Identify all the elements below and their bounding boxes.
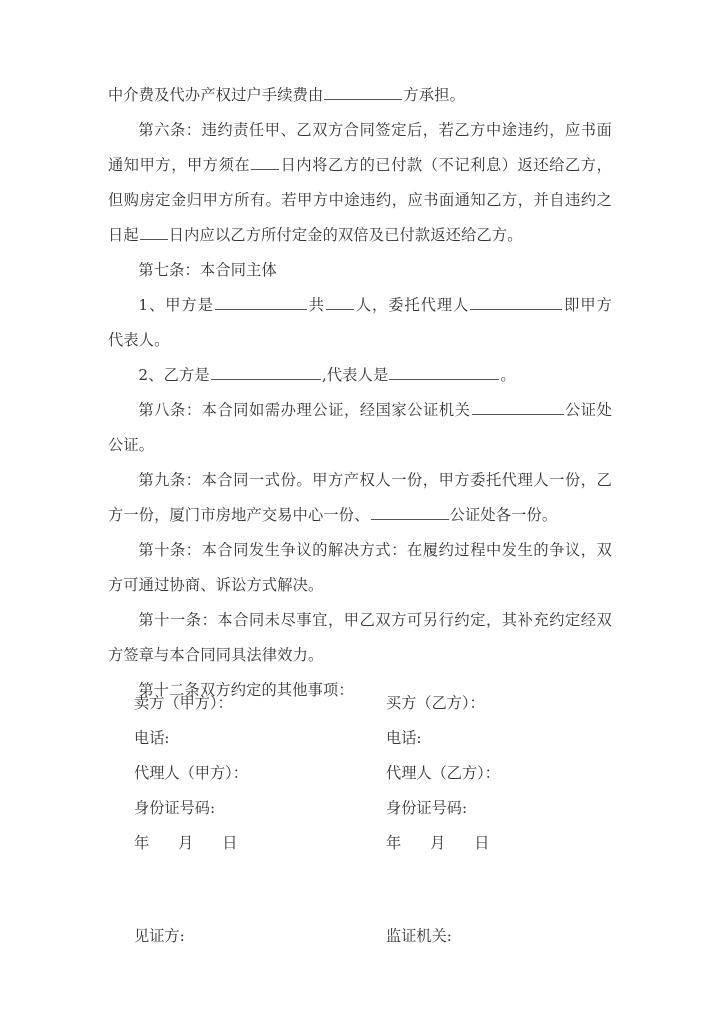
paragraph-text: 第十一条：本合同未尽事宜，甲乙双方可另行约定，其补充约定经双方签章与本合同同具法律效力。 — [108, 611, 612, 664]
paragraph-text: 第九条：本合同一式份。甲方产权人一份，甲方委托代理人一份，乙方一份，厦门市房地产交易中心一份、 — [108, 471, 612, 524]
paragraph-article-8 — [108, 393, 612, 463]
paragraph-text: 。 — [500, 366, 516, 384]
paragraph-text: 1、甲方是 — [138, 296, 214, 314]
paragraph-text: ,代表人是 — [321, 366, 389, 384]
paragraph-article-7-item-1 — [108, 288, 612, 358]
fill-in-blank[interactable] — [211, 365, 321, 380]
paragraph-text: 日内应以乙方所付定金的双倍及已付款返还给乙方。 — [168, 226, 523, 244]
signature-field-buyer[interactable]: 买方（乙方）： — [386, 694, 485, 712]
fill-in-blank[interactable] — [470, 295, 562, 310]
paragraph-text: 中介费及代办产权过户手续费由 — [108, 86, 324, 104]
paragraph-text: 方承担。 — [403, 86, 465, 104]
paragraph-text: 2、乙方是 — [138, 366, 210, 384]
paragraph-text: 公证处各一份。 — [449, 506, 558, 524]
signature-row — [108, 756, 612, 791]
fill-in-blank[interactable] — [389, 365, 499, 380]
fill-in-blank[interactable] — [251, 155, 279, 170]
signature-spacer — [108, 861, 612, 919]
fill-in-blank[interactable] — [324, 85, 402, 100]
signature-field-seller[interactable]: 电话: — [134, 729, 170, 747]
fill-in-blank[interactable] — [326, 295, 354, 310]
signature-block — [108, 686, 612, 954]
paragraph-text: 人，委托代理人 — [355, 296, 470, 314]
signature-field-buyer[interactable]: 年 月 日 — [386, 834, 490, 852]
witness-row — [108, 919, 612, 954]
signature-row — [108, 721, 612, 756]
signature-field-seller[interactable]: 年 月 日 — [134, 834, 238, 852]
supervising-authority-field[interactable]: 监证机关: — [386, 927, 452, 945]
signature-field-seller[interactable]: 身份证号码: — [134, 799, 216, 817]
fill-in-blank[interactable] — [140, 225, 168, 240]
fill-in-blank[interactable] — [371, 505, 449, 520]
paragraph-article-9 — [108, 463, 612, 533]
paragraph-text: 第七条：本合同主体 — [138, 261, 277, 279]
signature-field-buyer[interactable]: 代理人（乙方）： — [386, 764, 500, 782]
signature-field-buyer[interactable]: 电话: — [386, 729, 422, 747]
document-body — [108, 78, 612, 708]
signature-field-seller[interactable]: 卖方（甲方）： — [134, 694, 233, 712]
signature-row — [108, 791, 612, 826]
paragraph-text: 即甲方代表人。 — [108, 296, 612, 349]
fill-in-blank[interactable] — [215, 295, 307, 310]
paragraph-text: 第六条：违约责任甲、乙双方合同签定后，若乙方中途违约，应书面通知甲方，甲方须在 — [108, 121, 612, 174]
paragraph-text: 日内将乙方的已付款（不记利息）返还给乙方，但购房定金归甲方所有。若甲方中途违约，应书面通知乙方，并自违约之日起 — [108, 156, 612, 244]
paragraph-text: 共 — [307, 296, 325, 314]
paragraph-article-7 — [108, 253, 612, 288]
fill-in-blank[interactable] — [472, 400, 564, 415]
signature-row — [108, 826, 612, 861]
paragraph-text: 第十条：本合同发生争议的解决方式：在履约过程中发生的争议，双方可通过协商、诉讼方式解决。 — [108, 541, 612, 594]
signature-row — [108, 686, 612, 721]
paragraph-text: 第八条：本合同如需办理公证，经国家公证机关 — [138, 401, 471, 419]
paragraph-text: 第十二条双方约定的其他事项： — [138, 681, 354, 699]
paragraph-article-6 — [108, 113, 612, 253]
paragraph-intermediary-fee — [108, 78, 612, 113]
paragraph-article-11 — [108, 603, 612, 673]
signature-field-seller[interactable]: 代理人（甲方）： — [134, 764, 248, 782]
signature-field-buyer[interactable]: 身份证号码: — [386, 799, 468, 817]
witness-party-field[interactable]: 见证方: — [134, 927, 185, 945]
paragraph-article-7-item-2 — [108, 358, 612, 393]
paragraph-article-10 — [108, 533, 612, 603]
paragraph-text: 公证处公证。 — [108, 401, 612, 454]
